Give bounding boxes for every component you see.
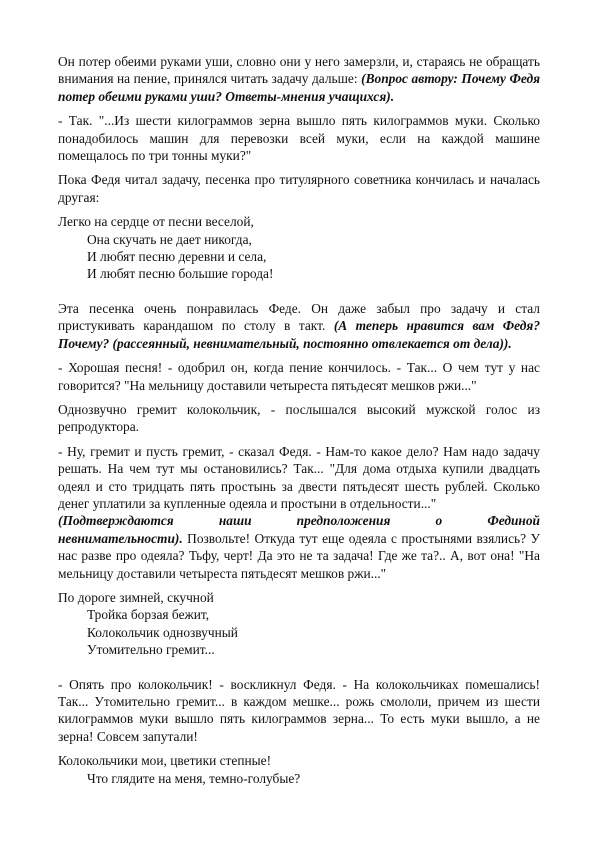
author-question: (Вопрос автору: Почему Федя потер обеими руками уши? Ответы-мнения учащихся). [58, 71, 540, 104]
song-verse-2 [58, 589, 540, 659]
paragraph-text: - Ну, гремит и пусть гремит, - сказал Федя. - Нам-то какое дело? Нам надо задачу решать. На чем тут мы остановились? Так... "Для дома отдыха купили двадцать одеял и сто тридцать пять простынь за двести пятьдесят шесть рублей. Сколько денег уплатили за купленные одеяла и простыни в отдельности..." [58, 443, 540, 511]
paragraph-7 [58, 443, 540, 582]
paragraph-1 [58, 53, 540, 105]
song-verse-1 [58, 213, 540, 283]
paragraph-text: Позвольте! Откуда тут еще одеяла с простынями взялись? У нас разве про одеяла? Тьфу, черт! Да это не та задача! Где же та?.. А, вот она! "На мельницу доставили четыреста пятьдесят мешков ржи..." [58, 530, 540, 581]
verse-line: Она скучать не дает никогда, [87, 231, 252, 247]
song-verse-3 [58, 752, 540, 787]
paragraph-8: - Опять про колокольчик! - воскликнул Федя. - На колокольчиках помешались! Так... Утомительно гремит... в каждом мешке... рожь смололи, причем из шести килограммов муки вышло пять килограммов зерна... То есть муки вышло, а не зерна! Совсем запутали! [58, 676, 540, 744]
paragraph-6: Однозвучно гремит колокольчик, - послышался высокий мужской голос из репродуктора. [58, 401, 540, 435]
paragraph-text: Эта песенка очень понравилась Феде. Он даже забыл про задачу и стал пристукивать карандашом по столу в такт. [58, 300, 540, 334]
author-question: (А теперь нравится вам Федя? Почему? (рассеянный, невнимательный, постоянно отвлекается от дела)). [58, 318, 541, 351]
paragraph-text: Он потер обеими руками уши, словно они у него замерзли, и, стараясь не обращать внимания на пение, принялся читать задачу дальше: [58, 54, 540, 87]
verse-line: Утомительно гремит... [87, 642, 215, 658]
verse-line: Что глядите на меня, темно-голубые? [87, 770, 301, 786]
paragraph-3: Пока Федя читал задачу, песенка про титулярного советника кончилась и началась другая: [58, 172, 540, 205]
verse-line: Тройка борзая бежит, [87, 607, 210, 623]
paragraph-4 [58, 300, 540, 352]
paragraph-5: - Хорошая песня! - одобрил он, когда пение кончилось. - Так... О чем тут у нас говорится? "На мельницу доставили четыреста пятьдесят мешков ржи..." [58, 360, 540, 393]
verse-line: По дороге зимней, скучной [58, 589, 214, 605]
document-body [58, 53, 540, 804]
verse-line: Колокольчик однозвучный [87, 624, 238, 640]
verse-line: Легко на сердце от песни веселой, [58, 214, 254, 230]
paragraph-2: - Так. "...Из шести килограммов зерна вышло пять килограммов муки. Сколько понадобилось машин для перевозки всей муки, если на каждой машине помещалось по три тонны муки?" [58, 113, 540, 164]
verse-line: И любят песню большие города! [87, 266, 274, 282]
verse-line: И любят песню деревни и села, [87, 249, 267, 265]
author-note-line: (Подтверждаются наши предположения о Фединой [58, 513, 540, 529]
verse-line: Колокольчики мои, цветики степные! [58, 753, 272, 769]
author-note-line: невнимательности). [58, 530, 183, 546]
